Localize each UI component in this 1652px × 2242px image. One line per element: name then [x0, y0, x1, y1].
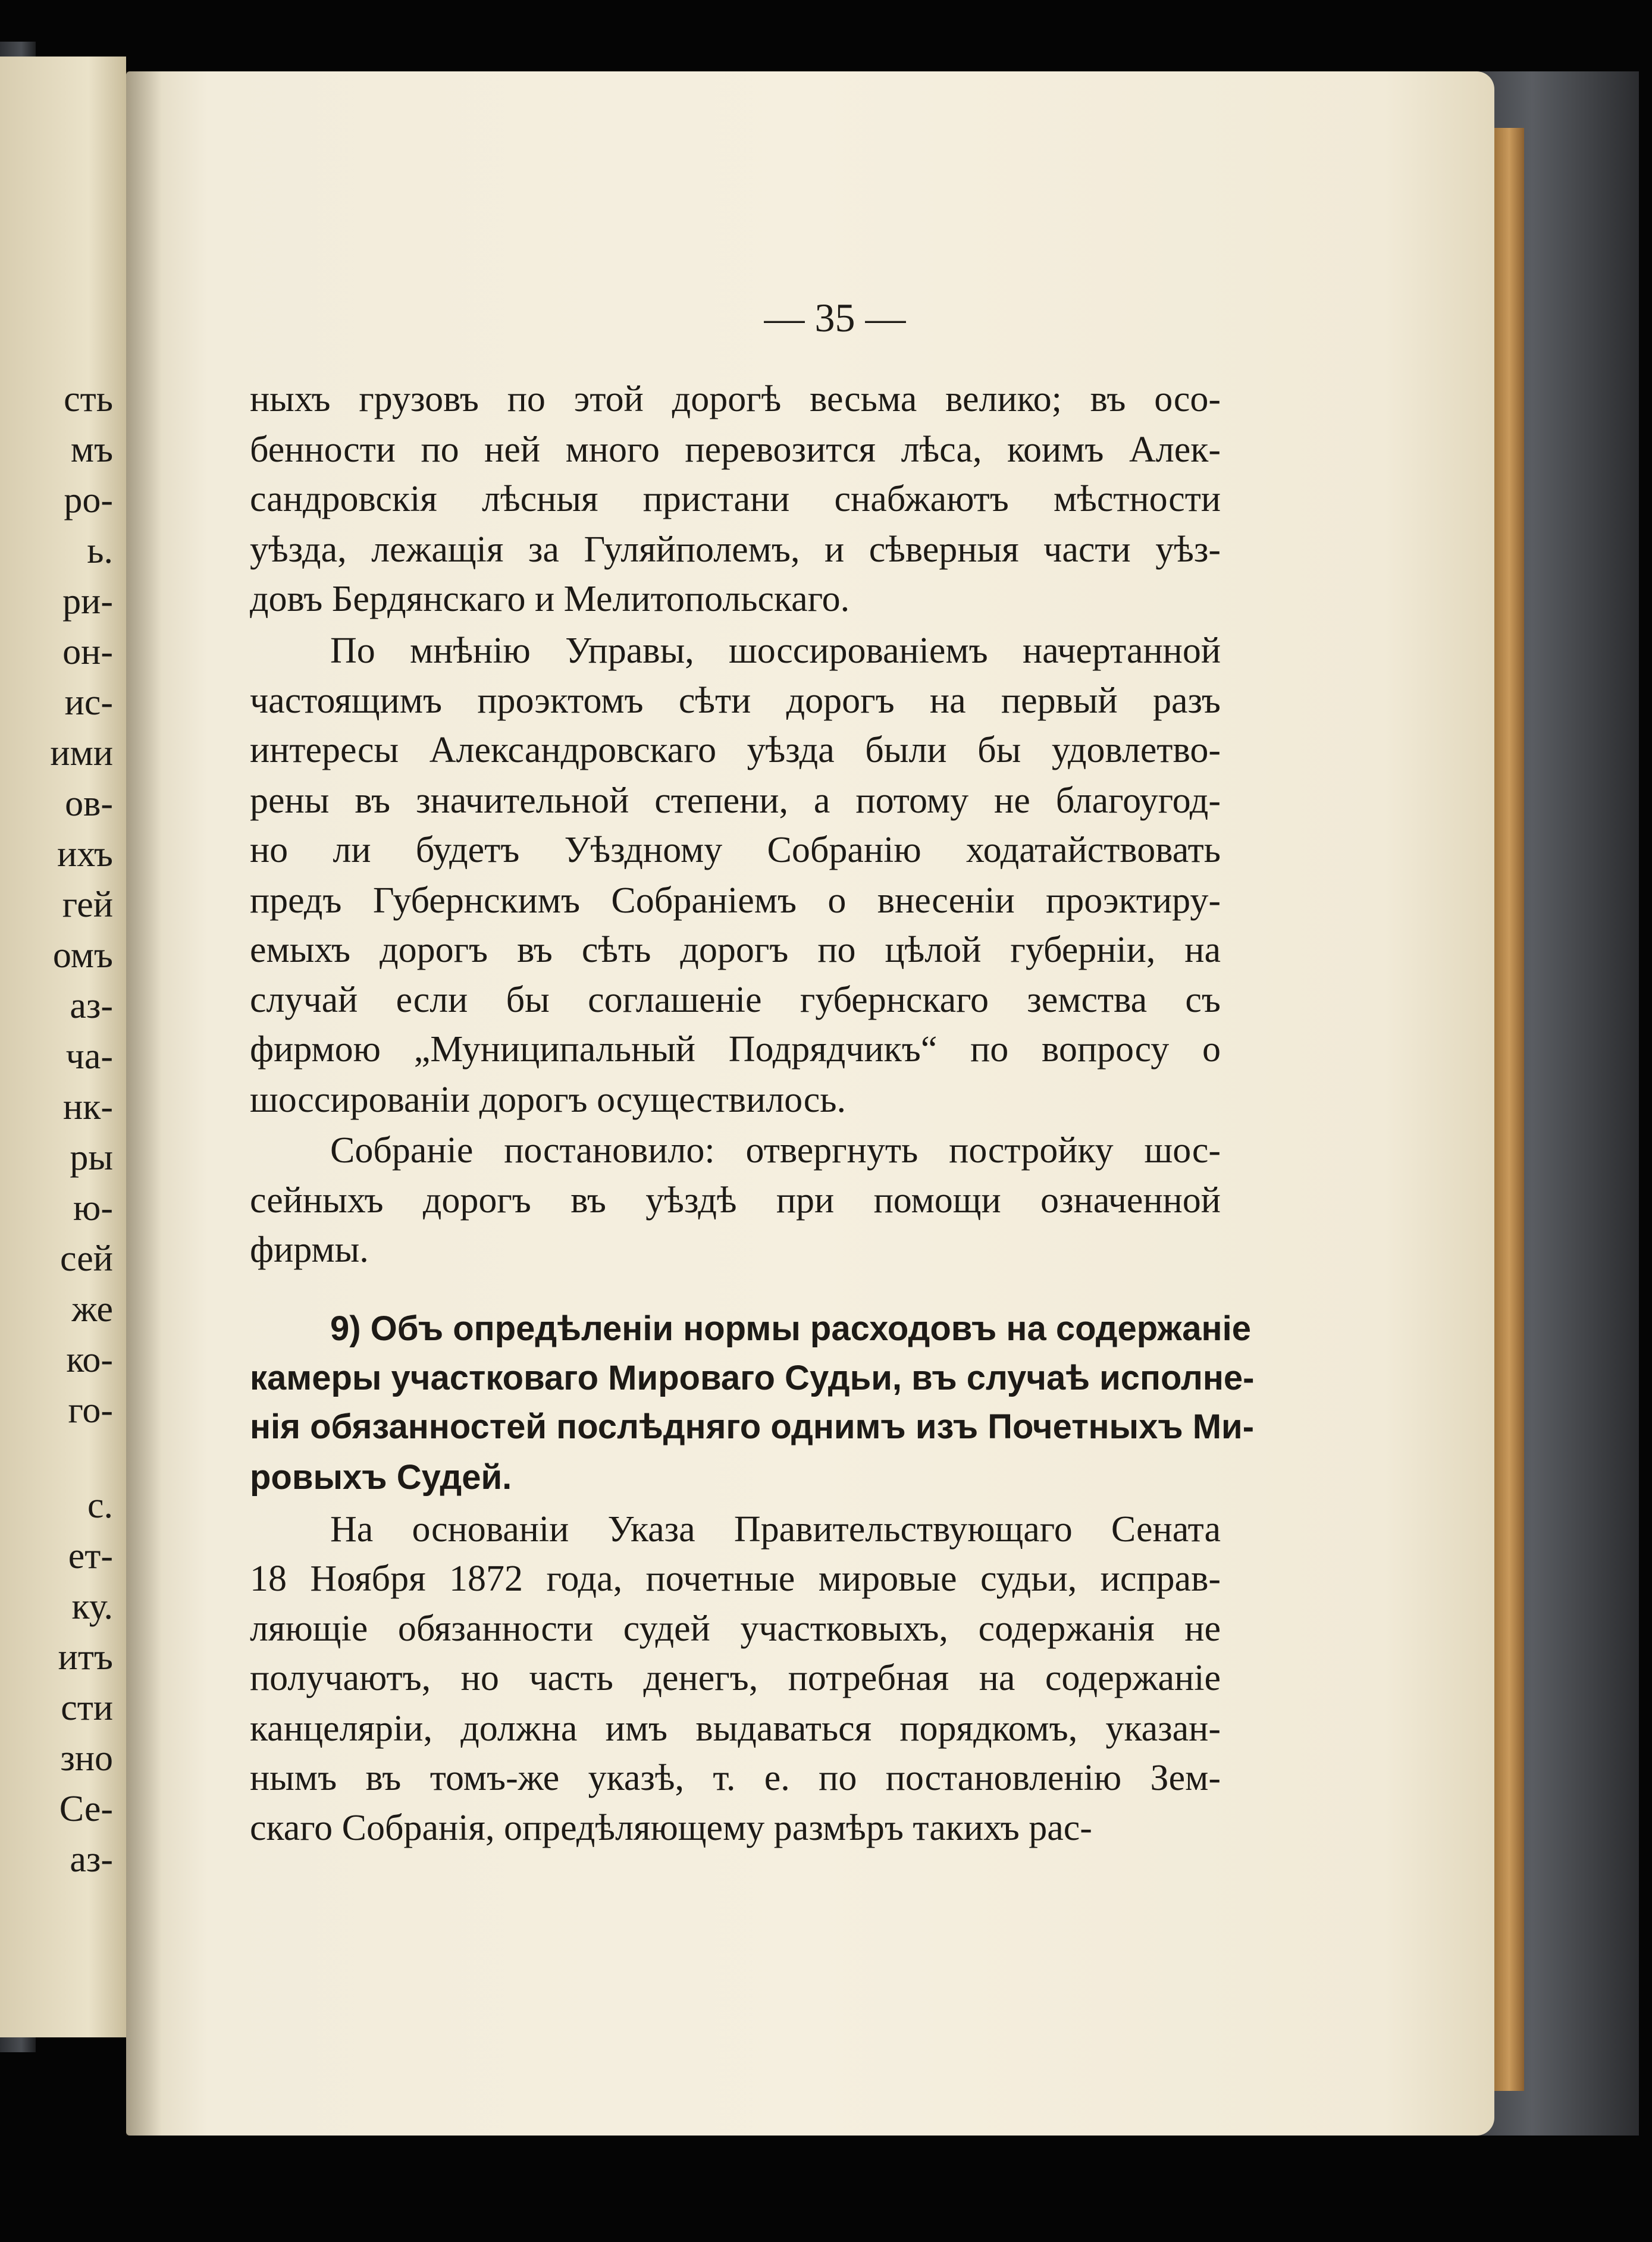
previous-page-line-fragment: ими: [50, 733, 113, 773]
previous-page-line-fragment: ет-: [68, 1536, 113, 1576]
previous-page-line-fragment: нк-: [63, 1087, 113, 1127]
previous-page-line-fragment: ро-: [64, 480, 113, 520]
body-text-line: уѣзда, лежащія за Гуляйполемъ, и сѣверныя части уѣз-: [250, 529, 1221, 570]
body-text-line: сандровскія лѣсныя пристани снабжаютъ мѣстности: [250, 479, 1221, 519]
previous-page-line-fragment: сей: [60, 1238, 113, 1279]
previous-page-line-fragment: мъ: [70, 429, 113, 470]
body-text-line: интересы Александровскаго уѣзда были бы удовлетво-: [250, 730, 1221, 770]
page-number: — 35 —: [764, 295, 906, 340]
body-text-line: На основаніи Указа Правительствующаго Сената: [330, 1509, 1221, 1550]
body-text-line: скаго Собранія, опредѣляющему размѣръ такихъ рас-: [250, 1808, 1092, 1848]
previous-page-line-fragment: ры: [70, 1137, 113, 1178]
body-text-line: фирмы.: [250, 1230, 369, 1270]
previous-page-line-fragment: ис-: [64, 682, 113, 723]
previous-page-line-fragment: итъ: [58, 1637, 113, 1677]
body-text-line: случай если бы соглашеніе губернскаго земства съ: [250, 980, 1221, 1020]
section-heading-line: камеры участковаго Мироваго Судьи, въ случаѣ исполне-: [250, 1359, 1255, 1397]
body-text-line: емыхъ дорогъ въ сѣть дорогъ по цѣлой губерніи, на: [250, 930, 1221, 970]
body-text-line: получаютъ, но часть денегъ, потребная на содержаніе: [250, 1658, 1221, 1698]
previous-page-edge: [0, 57, 126, 2037]
previous-page-line-fragment: аз-: [70, 1839, 113, 1880]
previous-page-line-fragment: сти: [61, 1688, 113, 1728]
previous-page-line-fragment: ко-: [66, 1340, 113, 1380]
body-text-line: фирмою „Муниципальный Подрядчикъ“ по вопросу о: [250, 1029, 1221, 1070]
previous-page-line-fragment: омъ: [52, 935, 113, 976]
body-text-line: ляющіе обязанности судей участковыхъ, содержанія не: [250, 1608, 1221, 1649]
body-text-line: частоящимъ проэктомъ сѣти дорогъ на первый разъ: [250, 681, 1221, 721]
section-heading-line: нія обязанностей послѣдняго однимъ изъ Почетныхъ Ми-: [250, 1407, 1255, 1446]
body-text-line: рены въ значительной степени, а потому не благоугод-: [250, 780, 1221, 821]
previous-page-line-fragment: ри-: [62, 581, 113, 622]
page-block-edge: [1494, 128, 1524, 2091]
previous-page-line-fragment: ь.: [87, 531, 113, 571]
body-text-line: ныхъ грузовъ по этой дорогѣ весьма велико; въ осо-: [250, 379, 1221, 419]
body-text-line: довъ Бердянскаго и Мелитопольскаго.: [250, 579, 850, 619]
section-heading-line: 9) Объ опредѣленіи нормы расходовъ на содержаніе: [330, 1309, 1251, 1348]
body-text-line: предъ Губернскимъ Собраніемъ о внесеніи проэктиру-: [250, 880, 1221, 921]
body-text-line: нымъ въ томъ-же указѣ, т. е. по постановленію Зем-: [250, 1758, 1221, 1798]
body-text-line: По мнѣнію Управы, шоссированіемъ начертанной: [330, 631, 1221, 671]
previous-page-line-fragment: гей: [62, 885, 113, 925]
previous-page-line-fragment: ча-: [65, 1036, 113, 1077]
section-heading-line: ровыхъ Судей.: [250, 1458, 512, 1497]
body-text-line: но ли будетъ Уѣздному Собранію ходатайствовать: [250, 830, 1221, 870]
previous-page-line-fragment: Се-: [59, 1789, 113, 1829]
body-text-line: бенности по ней много перевозится лѣса, коимъ Алек-: [250, 429, 1221, 470]
body-text-line: канцеляріи, должна имъ выдаваться порядкомъ, указан-: [250, 1708, 1221, 1749]
previous-page-line-fragment: аз-: [70, 986, 113, 1026]
previous-page-line-fragment: сть: [64, 379, 113, 419]
previous-page-line-fragment: ю-: [73, 1188, 113, 1228]
gutter-shadow: [126, 71, 162, 2136]
previous-page-line-fragment: с.: [87, 1485, 113, 1526]
previous-page-line-fragment: ку.: [71, 1586, 113, 1627]
previous-page-line-fragment: он-: [62, 632, 113, 672]
body-text-line: 18 Ноября 1872 года, почетные мировые судьи, исправ-: [250, 1559, 1221, 1599]
body-text-line: Собраніе постановило: отвергнуть постройку шос-: [330, 1130, 1221, 1171]
previous-page-line-fragment: же: [71, 1289, 113, 1329]
previous-page-line-fragment: го-: [68, 1390, 113, 1431]
previous-page-line-fragment: ихъ: [57, 834, 113, 874]
body-text-line: шоссированіи дорогъ осуществилось.: [250, 1080, 846, 1120]
body-text-line: сейныхъ дорогъ въ уѣздѣ при помощи означенной: [250, 1180, 1221, 1221]
previous-page-line-fragment: ов-: [65, 783, 113, 824]
previous-page-line-fragment: зно: [60, 1738, 113, 1779]
